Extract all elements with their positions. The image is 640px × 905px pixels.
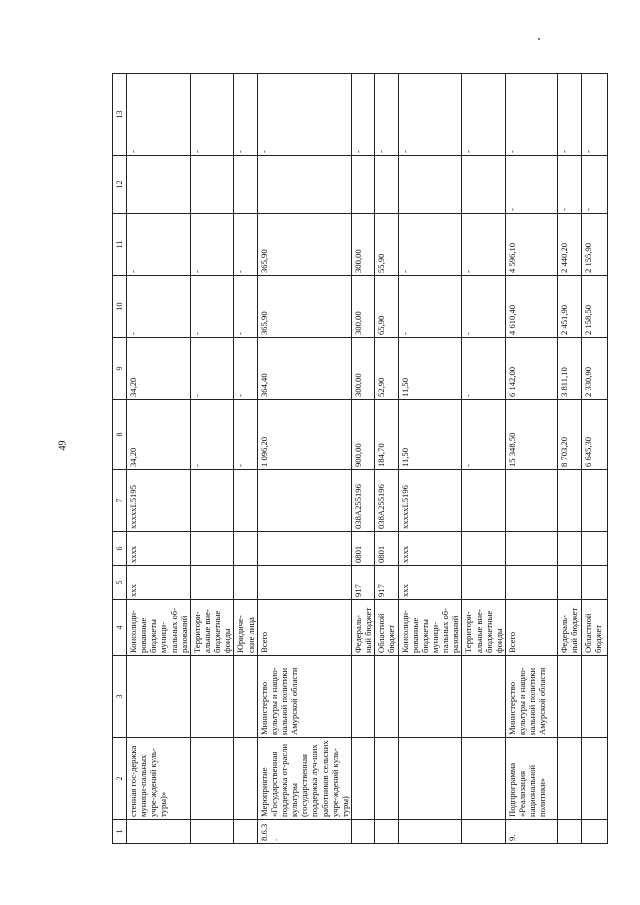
table-cell: 34,20 [127,400,191,470]
table-cell: 6 142,00 [505,338,557,400]
table-cell: 365,90 [257,276,351,338]
table-cell: - [351,74,374,156]
table-cell: - [581,74,607,156]
table-cell: 900,00 [351,400,374,470]
table-cell [557,738,581,820]
table-cell: - [398,214,462,276]
table-cell: Консолиди-рованные бюджеты муници-пальных об-разований [398,600,462,656]
table-cell [234,532,257,566]
column-header: 10 [113,276,127,338]
table-cell: - [234,214,257,276]
table-cell [581,738,607,820]
table-cell: хххххL5195 [127,470,191,532]
table-cell [375,656,398,738]
rotated-content [112,74,604,844]
table-cell: Территори-альные вне-бюджетные фонды [462,600,506,656]
table-row [581,74,607,844]
table-cell: 2 440,20 [557,214,581,276]
table-cell: - [398,276,462,338]
table-cell: 55,90 [375,214,398,276]
table-cell: - [190,276,234,338]
table-cell [190,470,234,532]
table-cell: - [462,276,506,338]
table-cell: 4 596,10 [505,214,557,276]
table-cell: - [127,74,191,156]
table-cell: 2 155,90 [581,214,607,276]
table-cell: - [505,74,557,156]
table-cell [351,820,374,844]
table-cell: - [557,74,581,156]
table-cell: Всего [505,600,557,656]
table-cell: Министерство культуры и нацио-нальной политики Амурской области [257,656,351,738]
table-cell: 34,20 [127,338,191,400]
table-cell: 8.6.3. [257,820,351,844]
table-cell [190,656,234,738]
table-cell: - [234,400,257,470]
table-cell [505,532,557,566]
table-cell: 11,50 [398,400,462,470]
table-cell [581,470,607,532]
table-cell: 300,00 [351,214,374,276]
column-header: 3 [113,656,127,738]
table-cell [190,566,234,600]
table-body [113,74,608,844]
table-cell: хххххL5196 [398,470,462,532]
table-cell: Областной бюджет [581,600,607,656]
table-cell: Федераль-ный бюджет [557,600,581,656]
table-cell [234,656,257,738]
table-cell: - [581,156,607,214]
table-cell: - [234,74,257,156]
table-cell: 52,90 [375,338,398,400]
table-cell: 0801 [375,532,398,566]
table-row [557,74,581,844]
table-cell: - [462,74,506,156]
table-cell [462,532,506,566]
table-cell: 364,40 [257,338,351,400]
table-cell: - [190,400,234,470]
column-header: 11 [113,214,127,276]
table-cell [127,156,191,214]
table-cell [505,470,557,532]
table-cell [462,470,506,532]
table-cell: - [190,338,234,400]
table-cell [375,738,398,820]
table-cell [257,470,351,532]
table-cell [398,738,462,820]
table-cell [127,820,191,844]
table-cell: 11,50 [398,338,462,400]
table-cell [581,656,607,738]
table-cell: Мероприятие «Государственная поддержка от-расли культуры (государственная поддержка луч-ших работников сельских учре-ждений куль-туры) [257,738,351,820]
scan-speck [538,38,540,40]
table-cell [257,156,351,214]
table-cell: Министерство культуры и нацио-нальной политики Амурской области [505,656,557,738]
table-cell: - [462,400,506,470]
table-row [375,74,398,844]
table-cell [557,532,581,566]
table-row [462,74,506,844]
table-cell [462,820,506,844]
table-cell: 917 [351,566,374,600]
table-cell [351,156,374,214]
table-row [190,74,234,844]
table-cell: - [375,74,398,156]
table-cell [190,738,234,820]
table-cell [462,656,506,738]
table-cell [581,566,607,600]
table-cell: - [190,214,234,276]
table-row [505,74,557,844]
table-cell: 65,90 [375,276,398,338]
table-cell: - [234,338,257,400]
table-cell [190,820,234,844]
table-cell: хххх [127,532,191,566]
column-header: 5 [113,566,127,600]
table-cell [257,566,351,600]
table-cell: Территори-альные вне-бюджетные фонды [190,600,234,656]
budget-table-sheet [112,74,604,844]
table-cell [127,656,191,738]
table-cell [557,820,581,844]
table-cell [398,156,462,214]
table-cell: - [462,338,506,400]
table-cell: - [462,214,506,276]
table-cell [375,156,398,214]
table-cell: ххх [127,566,191,600]
column-header: 7 [113,470,127,532]
column-header: 6 [113,532,127,566]
column-header: 8 [113,400,127,470]
table-cell [505,566,557,600]
table-cell [398,820,462,844]
table-cell [190,156,234,214]
table-cell [398,656,462,738]
table-cell: Юридиче-ские лица [234,600,257,656]
table-row [257,74,351,844]
table-cell: - [257,74,351,156]
table-cell [375,820,398,844]
table-cell: Федераль-ный бюджет [351,600,374,656]
table-cell: 6 645,30 [581,400,607,470]
table-cell: 0801 [351,532,374,566]
table-cell: 8 703,20 [557,400,581,470]
budget-table [112,73,608,844]
table-cell: 4 610,40 [505,276,557,338]
header-row [113,74,127,844]
table-cell: хххх [398,532,462,566]
table-cell: ххх [398,566,462,600]
table-cell: - [127,276,191,338]
column-header: 1 [113,820,127,844]
table-cell: - [557,156,581,214]
table-cell: 038А255196 [375,470,398,532]
table-cell: 15 348,50 [505,400,557,470]
table-cell: стенная гос-держка муници-пальных учре-ждений куль-туры)» [127,738,191,820]
table-cell [234,738,257,820]
table-cell: 365,90 [257,214,351,276]
table-row [398,74,462,844]
column-header: 12 [113,156,127,214]
table-cell [462,738,506,820]
table-cell [351,738,374,820]
table-row [351,74,374,844]
table-cell [234,820,257,844]
table-cell: Консолиди-рованные бюджеты муници-пальных об-разований [127,600,191,656]
table-cell: - [398,74,462,156]
table-cell: - [190,74,234,156]
column-header: 4 [113,600,127,656]
table-row [127,74,191,844]
column-header: 9 [113,338,127,400]
table-cell: 9. [505,820,557,844]
table-cell [257,532,351,566]
table-cell: 3 811,10 [557,338,581,400]
table-cell: - [127,214,191,276]
table-cell [234,470,257,532]
table-cell [462,566,506,600]
table-cell: 300,00 [351,338,374,400]
table-cell [234,566,257,600]
table-cell: 1 096,20 [257,400,351,470]
table-cell: 184,70 [375,400,398,470]
table-cell: 2 330,90 [581,338,607,400]
table-cell [462,156,506,214]
table-cell: 917 [375,566,398,600]
column-header: 13 [113,74,127,156]
table-cell [190,532,234,566]
table-cell [581,532,607,566]
table-cell [351,656,374,738]
table-cell [557,656,581,738]
column-header: 2 [113,738,127,820]
page-number: 49 [57,440,69,451]
table-cell: 300,00 [351,276,374,338]
table-cell: Подпрограмма «Реализация национальной политики» [505,738,557,820]
table-cell: - [234,276,257,338]
table-cell: - [505,156,557,214]
table-cell [581,820,607,844]
table-cell: Всего [257,600,351,656]
table-cell: 2 158,50 [581,276,607,338]
table-cell: 038А255196 [351,470,374,532]
table-cell [557,470,581,532]
table-cell [557,566,581,600]
table-cell: 2 451,90 [557,276,581,338]
table-cell: Областной бюджет [375,600,398,656]
table-cell [234,156,257,214]
table-row [234,74,257,844]
